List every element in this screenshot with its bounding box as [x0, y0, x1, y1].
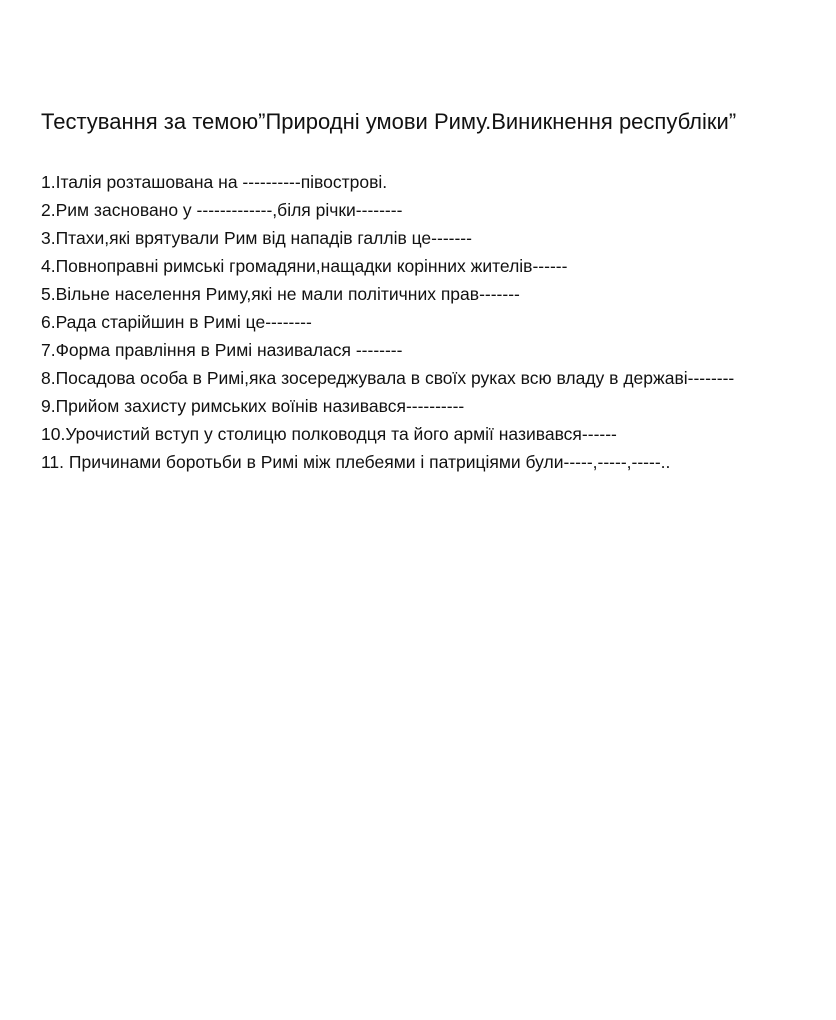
document-title: Тестування за темою”Природні умови Риму.Виникнення республіки” [41, 109, 737, 134]
question-item: 3.Птахи,які врятували Рим від нападів галлів це------- [41, 228, 472, 248]
question-item: 8.Посадова особа в Римі,яка зосереджувала в своїх руках всю владу в державі-------- [41, 368, 735, 388]
question-item: 11. Причинами боротьби в Римі між плебеями і патриціями були-----,-----,-----.. [41, 452, 671, 472]
question-item: 4.Повноправні римські громадяни,нащадки корінних жителів------ [41, 256, 568, 276]
question-item: 7.Форма правління в Римі називалася -------- [41, 340, 403, 360]
question-item: 2.Рим засновано у -------------,біля річки-------- [41, 200, 403, 220]
question-item: 5.Вільне населення Риму,які не мали політичних прав------- [41, 284, 520, 304]
question-list [41, 168, 801, 476]
question-item: 1.Італія розташована на ----------півострові. [41, 172, 388, 192]
question-item: 6.Рада старійшин в Римі це-------- [41, 312, 312, 332]
question-item: 10.Урочистий вступ у столицю полководця та його армії називався------ [41, 424, 617, 444]
question-item: 9.Прийом захисту римських воїнів називався---------- [41, 396, 465, 416]
